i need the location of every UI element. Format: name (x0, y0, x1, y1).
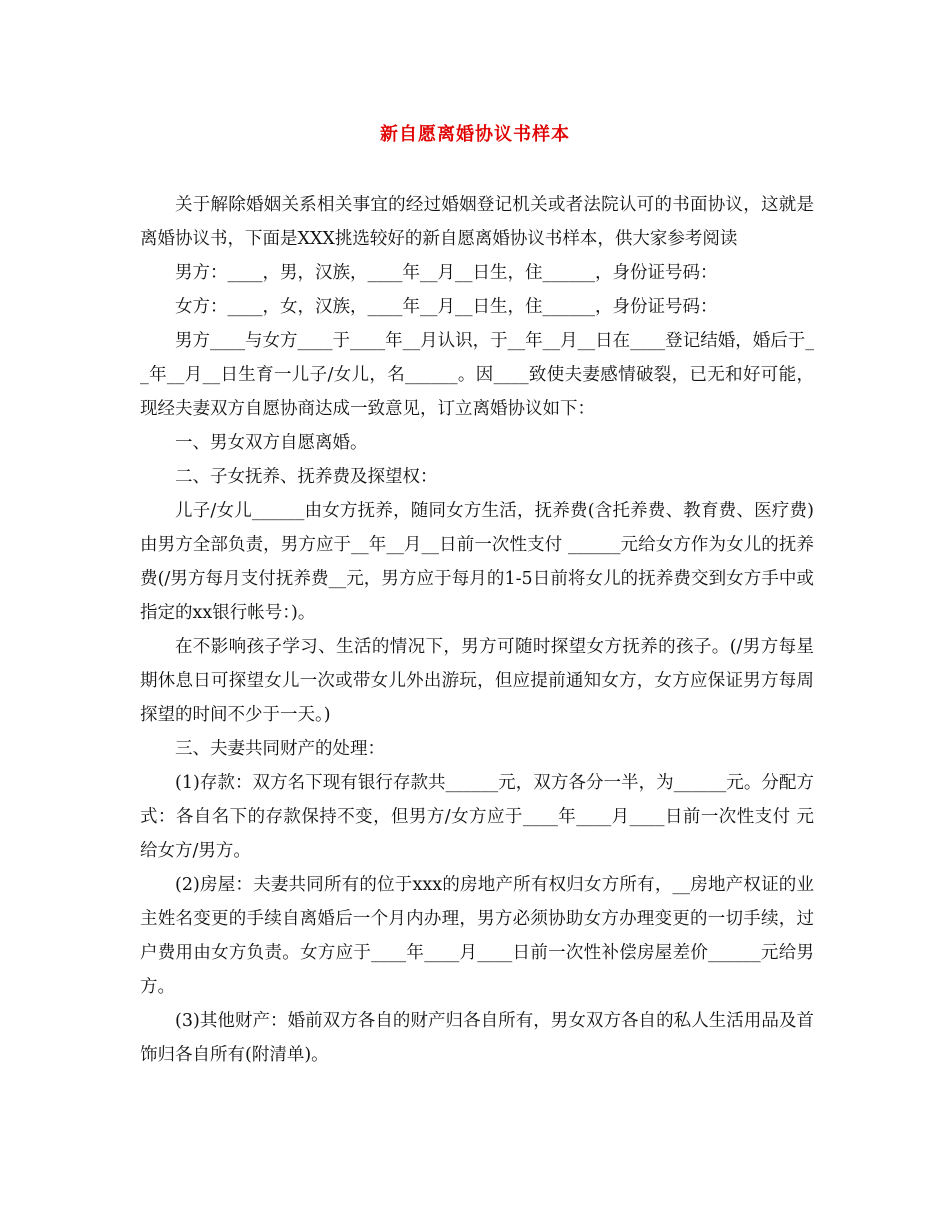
other-property-paragraph: (3)其他财产：婚前双方各自的财产归各自所有，男女双方各自的私人生活用品及首饰归各自所有(附清单)。 (140, 1011, 814, 1065)
deposits-paragraph: (1)存款：双方名下现有银行存款共______元，双方各分一半，为______元。分配方式：各自名下的存款保持不变，但男方/女方应于____年____月____日前一次性支付 元给女方/男方。 (140, 773, 814, 861)
male-party-line: 男方：____，男，汉族，____年__月__日生，住______，身份证号码： (175, 263, 718, 283)
female-party-line: 女方：____，女，汉族，____年__月__日生，住______，身份证号码： (175, 297, 718, 317)
clause-1-heading: 一、男女双方自愿离婚。 (175, 433, 368, 453)
housing-paragraph: (2)房屋：夫妻共同所有的位于xxx的房地产所有权归女方所有，__房地产权证的业主姓名变更的手续自离婚后一个月内办理，男方必须协助女方办理变更的一切手续，过户费用由女方负责。女方应于____年____月____日前一次性补偿房屋差价______元给男方。 (140, 875, 814, 997)
marriage-background-paragraph: 男方____与女方____于____年__月认识，于__年__月__日在____登记结婚，婚后于__年__月__日生育一儿子/女儿，名______。因____致使夫妻感情破裂，已无和好可能，现经夫妻双方自愿协商达成一致意见，订立离婚协议如下： (140, 331, 814, 419)
intro-paragraph: 关于解除婚姻关系相关事宜的经过婚姻登记机关或者法院认可的书面协议，这就是离婚协议书，下面是XXX挑选较好的新自愿离婚协议书样本，供大家参考阅读 (140, 195, 814, 249)
child-support-paragraph: 儿子/女儿______由女方抚养，随同女方生活，抚养费(含托养费、教育费、医疗费)由男方全部负责，男方应于__年__月__日前一次性支付 ______元给女方作为女儿的抚养费(/男方每月支付抚养费__元，男方应于每月的1-5日前将女儿的抚养费交到女方手中或指定的xx银行帐号：)。 (140, 501, 814, 623)
clause-2-heading: 二、子女抚养、抚养费及探望权： (175, 467, 438, 487)
visitation-paragraph: 在不影响孩子学习、生活的情况下，男方可随时探望女方抚养的孩子。(/男方每星期休息日可探望女儿一次或带女儿外出游玩，但应提前通知女方，女方应保证男方每周探望的时间不少于一天。) (140, 637, 814, 725)
clause-3-heading: 三、夫妻共同财产的处理： (175, 739, 385, 759)
document-title: 新自愿离婚协议书样本 (380, 124, 570, 145)
document-body (140, 188, 814, 1072)
